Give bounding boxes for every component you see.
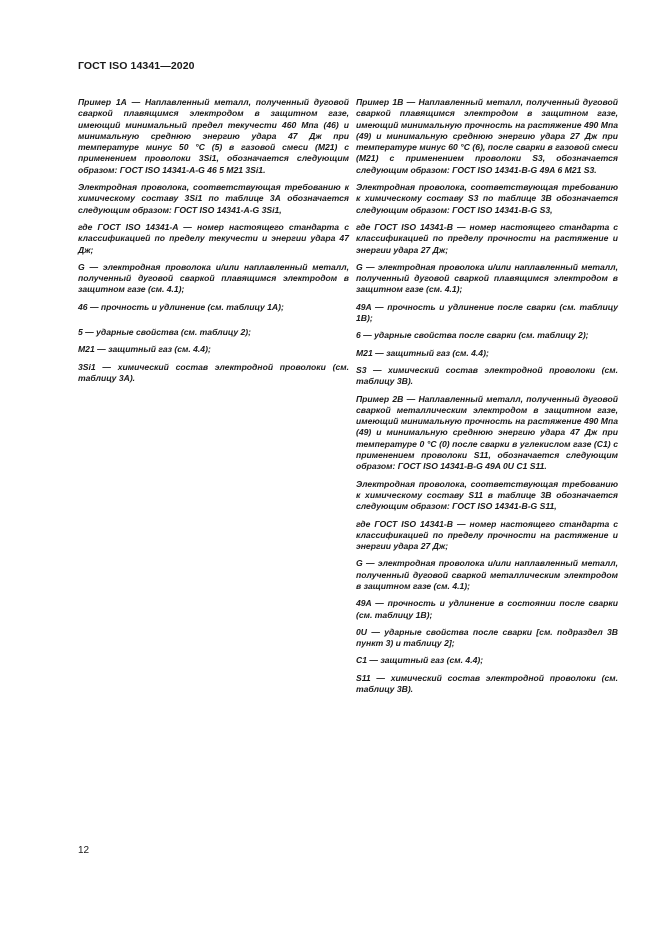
definition-item: 49A — прочность и удлинение в состоянии после сварки (см. таблицу 1В);: [356, 598, 618, 620]
example-2b-paragraph: Пример 2В — Наплавленный металл, полученный дуговой сваркой металлическим электродом в защитном газе, имеющий минимальную прочность на растяжение 490 Мпа (49) и минимальную среднюю энергию удара 47 Дж при температуре 0 °С (0) после сварки в углекислом газе (С1) с применением проволоки S11, обозначается следующим образом: ГОСТ ISO 14341-B-G 49A 0U C1 S11.: [356, 393, 618, 472]
definition-item: M21 — защитный газ (см. 4.4);: [78, 344, 211, 355]
definition-item: 49A — прочность и удлинение после сварки (см. таблицу 1В);: [356, 301, 618, 324]
wire-designation-paragraph: Электродная проволока, соответствующая требованию к химическому составу S11 в таблице 3В обозначается следующим образом: ГОСТ ISO 14341-B-G S11,: [356, 478, 618, 512]
definition-item: S3 — химический состав электродной проволоки (см. таблицу 3В).: [356, 364, 618, 387]
definition-item: G — электродная проволока и/или наплавленный металл, полученный дуговой сваркой плавящимся электродом в защитном газе (см. 4.1);: [356, 261, 618, 295]
standard-definition-item: где ГОСТ ISO 14341-A — номер настоящего стандарта с классификацией по пределу текучести и энергии удара 47 Дж;: [78, 221, 349, 255]
wire-designation-paragraph: Электродная проволока, соответствующая требованию к химическому составу 3Si1 по таблице 3А обозначается следующим образом: ГОСТ ISO 14341-A-G 3Si1,: [78, 182, 349, 215]
definition-item: C1 — защитный газ (см. 4.4);: [356, 655, 484, 666]
document-header: ГОСТ ISO 14341—2020: [78, 60, 195, 72]
definition-item: G — электродная проволока и/или наплавленный металл, полученный дуговой сваркой металлическим электродом в защитном газе (см. 4.1);: [356, 558, 618, 591]
standard-definition-item: где ГОСТ ISO 14341-В — номер настоящего стандарта с классификацией по пределу прочности на растяжение и энергии удара 27 Дж;: [356, 518, 618, 552]
definition-item: S11 — химический состав электродной проволоки (см. таблицу 3В).: [356, 672, 618, 695]
left-column: [78, 97, 349, 390]
definition-item: 3Si1 — химический состав электродной проволоки (см. таблицу 3А).: [78, 361, 349, 383]
definition-item: 5 — ударные свойства (см. таблицу 2);: [78, 327, 251, 338]
definition-item: M21 — защитный газ (см. 4.4);: [356, 347, 489, 358]
page-number: 12: [78, 845, 90, 856]
definition-item: 6 — ударные свойства после сварки (см. таблицу 2);: [356, 330, 589, 341]
wire-designation-paragraph: Электродная проволока, соответствующая требованию к химическому составу S3 по таблице 3В обозначается следующим образом: ГОСТ ISO 14341-B-G S3,: [356, 182, 618, 215]
standard-definition-item: где ГОСТ ISO 14341-В — номер настоящего стандарта с классификацией по пределу прочности на растяжение и энергии удара 27 Дж;: [356, 221, 618, 255]
definition-item: G — электродная проволока и/или наплавленный металл, полученный дуговой сваркой плавящимся электродом в защитном газе (см. 4.1);: [78, 261, 349, 295]
definition-item: 0U — ударные свойства после сварки [см. подраздел 3В пункт 3) и таблицу 2];: [356, 626, 618, 649]
example-1a-paragraph: Пример 1А — Наплавленный металл, полученный дуговой сваркой плавящимся электродом в защитном газе, имеющий минимальный предел текучести 460 Мпа (46) и минимальную среднюю энергию удара 47 Дж при температуре минус 50 °С (5) в газовой смеси (М21) с применением проволоки 3Si1, обозначается следующим образом: ГОСТ ISO 14341-A-G 46 5 M21 3Si1.: [78, 97, 349, 175]
definition-item: 46 — прочность и удлинение (см. таблицу 1А);: [78, 301, 284, 312]
example-1b-paragraph: Пример 1В — Наплавленный металл, полученный дуговой сваркой плавящимся электродом в защитном газе, имеющий минимальную прочность на растяжение 490 Мпа (49) и минимальную среднюю энергию удара 27 Дж при температуре минус 60 °С (6), после сварки в газовой смеси (М21) с применением проволоки S3, обозначается следующим образом: ГОСТ ISO 14341-B-G 49A 6 M21 S3.: [356, 97, 618, 175]
right-column: [356, 97, 618, 701]
